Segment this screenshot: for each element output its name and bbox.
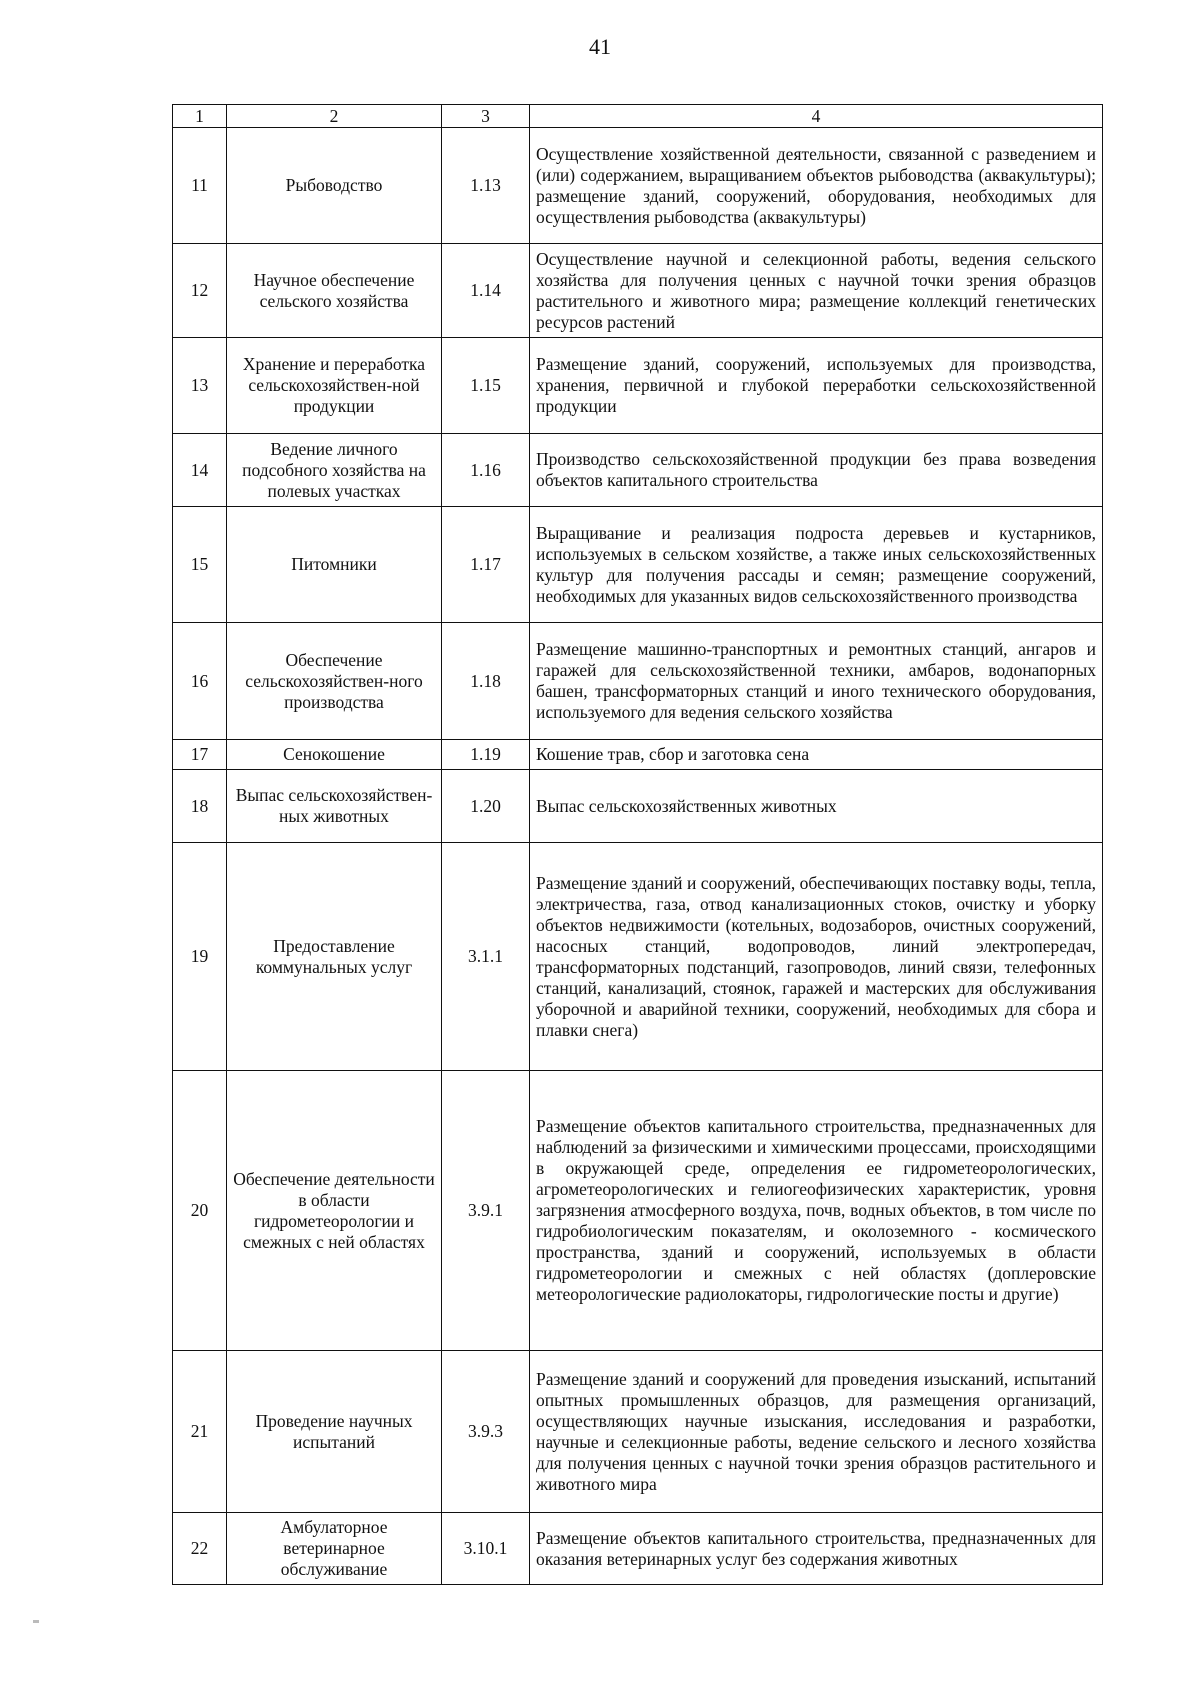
land-use-code: 3.10.1 [442,1513,530,1585]
scan-mark [33,1620,39,1623]
header-cell-2: 2 [227,105,442,128]
land-use-name: Питомники [227,507,442,623]
land-use-name: Рыбоводство [227,128,442,244]
land-use-code: 1.19 [442,740,530,770]
row-number: 15 [173,507,227,623]
row-number: 18 [173,770,227,843]
land-use-code: 1.13 [442,128,530,244]
land-use-name: Проведение научных испытаний [227,1351,442,1513]
table-row [173,623,1103,740]
header-cell-3: 3 [442,105,530,128]
land-use-name: Обеспечение деятельности в области гидрометеорологии и смежных с ней областях [227,1071,442,1351]
table-row [173,740,1103,770]
row-number: 17 [173,740,227,770]
table-row [173,770,1103,843]
land-use-code: 1.16 [442,434,530,507]
row-number: 13 [173,338,227,434]
row-number: 11 [173,128,227,244]
table-row [173,1351,1103,1513]
land-use-name: Обеспечение сельскохозяйствен-ного производства [227,623,442,740]
table-row [173,244,1103,338]
land-use-description: Размещение зданий и сооружений, обеспечивающих поставку воды, тепла, электричества, газа, отвод канализационных стоков, очистку и уборку объектов недвижимости (котельных, водозаборов, очистных сооружений, насосных станций, водопроводов, линий электропередач, трансформаторных подстанций, газопроводов, линий связи, телефонных станций, канализаций, стоянок, гаражей и мастерских для обслуживания уборочной и аварийной техники, сооружений, необходимых для сбора и плавки снега) [530,843,1103,1071]
land-use-description: Размещение машинно-транспортных и ремонтных станций, ангаров и гаражей для сельскохозяйственной техники, амбаров, водонапорных башен, трансформаторных станций и иного технического оборудования, используемого для ведения сельского хозяйства [530,623,1103,740]
land-use-description: Размещение объектов капитального строительства, предназначенных для наблюдений за физическими и химическими процессами, происходящими в окружающей среде, определения ее гидрометеорологических, агрометеорологических и гелиогеофизических характеристик, уровня загрязнения атмосферного воздуха, почв, водных объектов, в том числе по гидробиологическим показателям, и околоземного - космического пространства, зданий и сооружений, используемых в области гидрометеорологии и смежных с ней областях (доплеровские метеорологические радиолокаторы, гидрологические посты и другие) [530,1071,1103,1351]
land-use-name: Хранение и переработка сельскохозяйствен-ной продукции [227,338,442,434]
land-use-description: Размещение зданий и сооружений для проведения изысканий, испытаний опытных промышленных образцов, для размещения организаций, осуществляющих научные изыскания, исследования и разработки, научные и селекционные работы, ведение сельского и лесного хозяйства для получения ценных с научной точки зрения образцов растительного и животного мира [530,1351,1103,1513]
land-use-code: 1.15 [442,338,530,434]
land-use-code: 1.20 [442,770,530,843]
table-row [173,128,1103,244]
table-row [173,1071,1103,1351]
land-use-description: Выращивание и реализация подроста деревьев и кустарников, используемых в сельском хозяйстве, а также иных сельскохозяйственных культур для получения рассады и семян; размещение сооружений, необходимых для указанных видов сельскохозяйственного производства [530,507,1103,623]
table-row [173,338,1103,434]
table-row [173,507,1103,623]
land-use-description: Размещение зданий, сооружений, используемых для производства, хранения, первичной и глубокой переработки сельскохозяйственной продукции [530,338,1103,434]
row-number: 20 [173,1071,227,1351]
row-number: 16 [173,623,227,740]
land-use-code: 3.1.1 [442,843,530,1071]
land-use-name: Выпас сельскохозяйствен-ных животных [227,770,442,843]
land-use-code: 1.18 [442,623,530,740]
land-use-code: 3.9.1 [442,1071,530,1351]
table-row [173,434,1103,507]
page-number: 41 [589,34,611,59]
land-use-name: Ведение личного подсобного хозяйства на полевых участках [227,434,442,507]
row-number: 19 [173,843,227,1071]
land-use-name: Научное обеспечение сельского хозяйства [227,244,442,338]
land-use-description: Выпас сельскохозяйственных животных [530,770,1103,843]
table-row [173,1513,1103,1585]
land-use-description: Размещение объектов капитального строительства, предназначенных для оказания ветеринарных услуг без содержания животных [530,1513,1103,1585]
table-header-row [173,105,1103,128]
land-use-code: 3.9.3 [442,1351,530,1513]
land-use-description: Осуществление хозяйственной деятельности, связанной с разведением и (или) содержанием, выращиванием объектов рыбоводства (аквакультуры); размещение зданий, сооружений, оборудования, необходимых для осуществления рыбоводства (аквакультуры) [530,128,1103,244]
table-row [173,843,1103,1071]
land-use-table [172,104,1103,1585]
header-cell-1: 1 [173,105,227,128]
land-use-code: 1.17 [442,507,530,623]
land-use-name: Предоставление коммунальных услуг [227,843,442,1071]
land-use-name: Амбулаторное ветеринарное обслуживание [227,1513,442,1585]
row-number: 21 [173,1351,227,1513]
land-use-name: Сенокошение [227,740,442,770]
row-number: 22 [173,1513,227,1585]
land-use-description: Осуществление научной и селекционной работы, ведения сельского хозяйства для получения ценных с научной точки зрения образцов растительного и животного мира; размещение коллекций генетических ресурсов растений [530,244,1103,338]
land-use-code: 1.14 [442,244,530,338]
row-number: 14 [173,434,227,507]
header-cell-4: 4 [530,105,1103,128]
row-number: 12 [173,244,227,338]
land-use-description: Производство сельскохозяйственной продукции без права возведения объектов капитального строительства [530,434,1103,507]
land-use-description: Кошение трав, сбор и заготовка сена [530,740,1103,770]
